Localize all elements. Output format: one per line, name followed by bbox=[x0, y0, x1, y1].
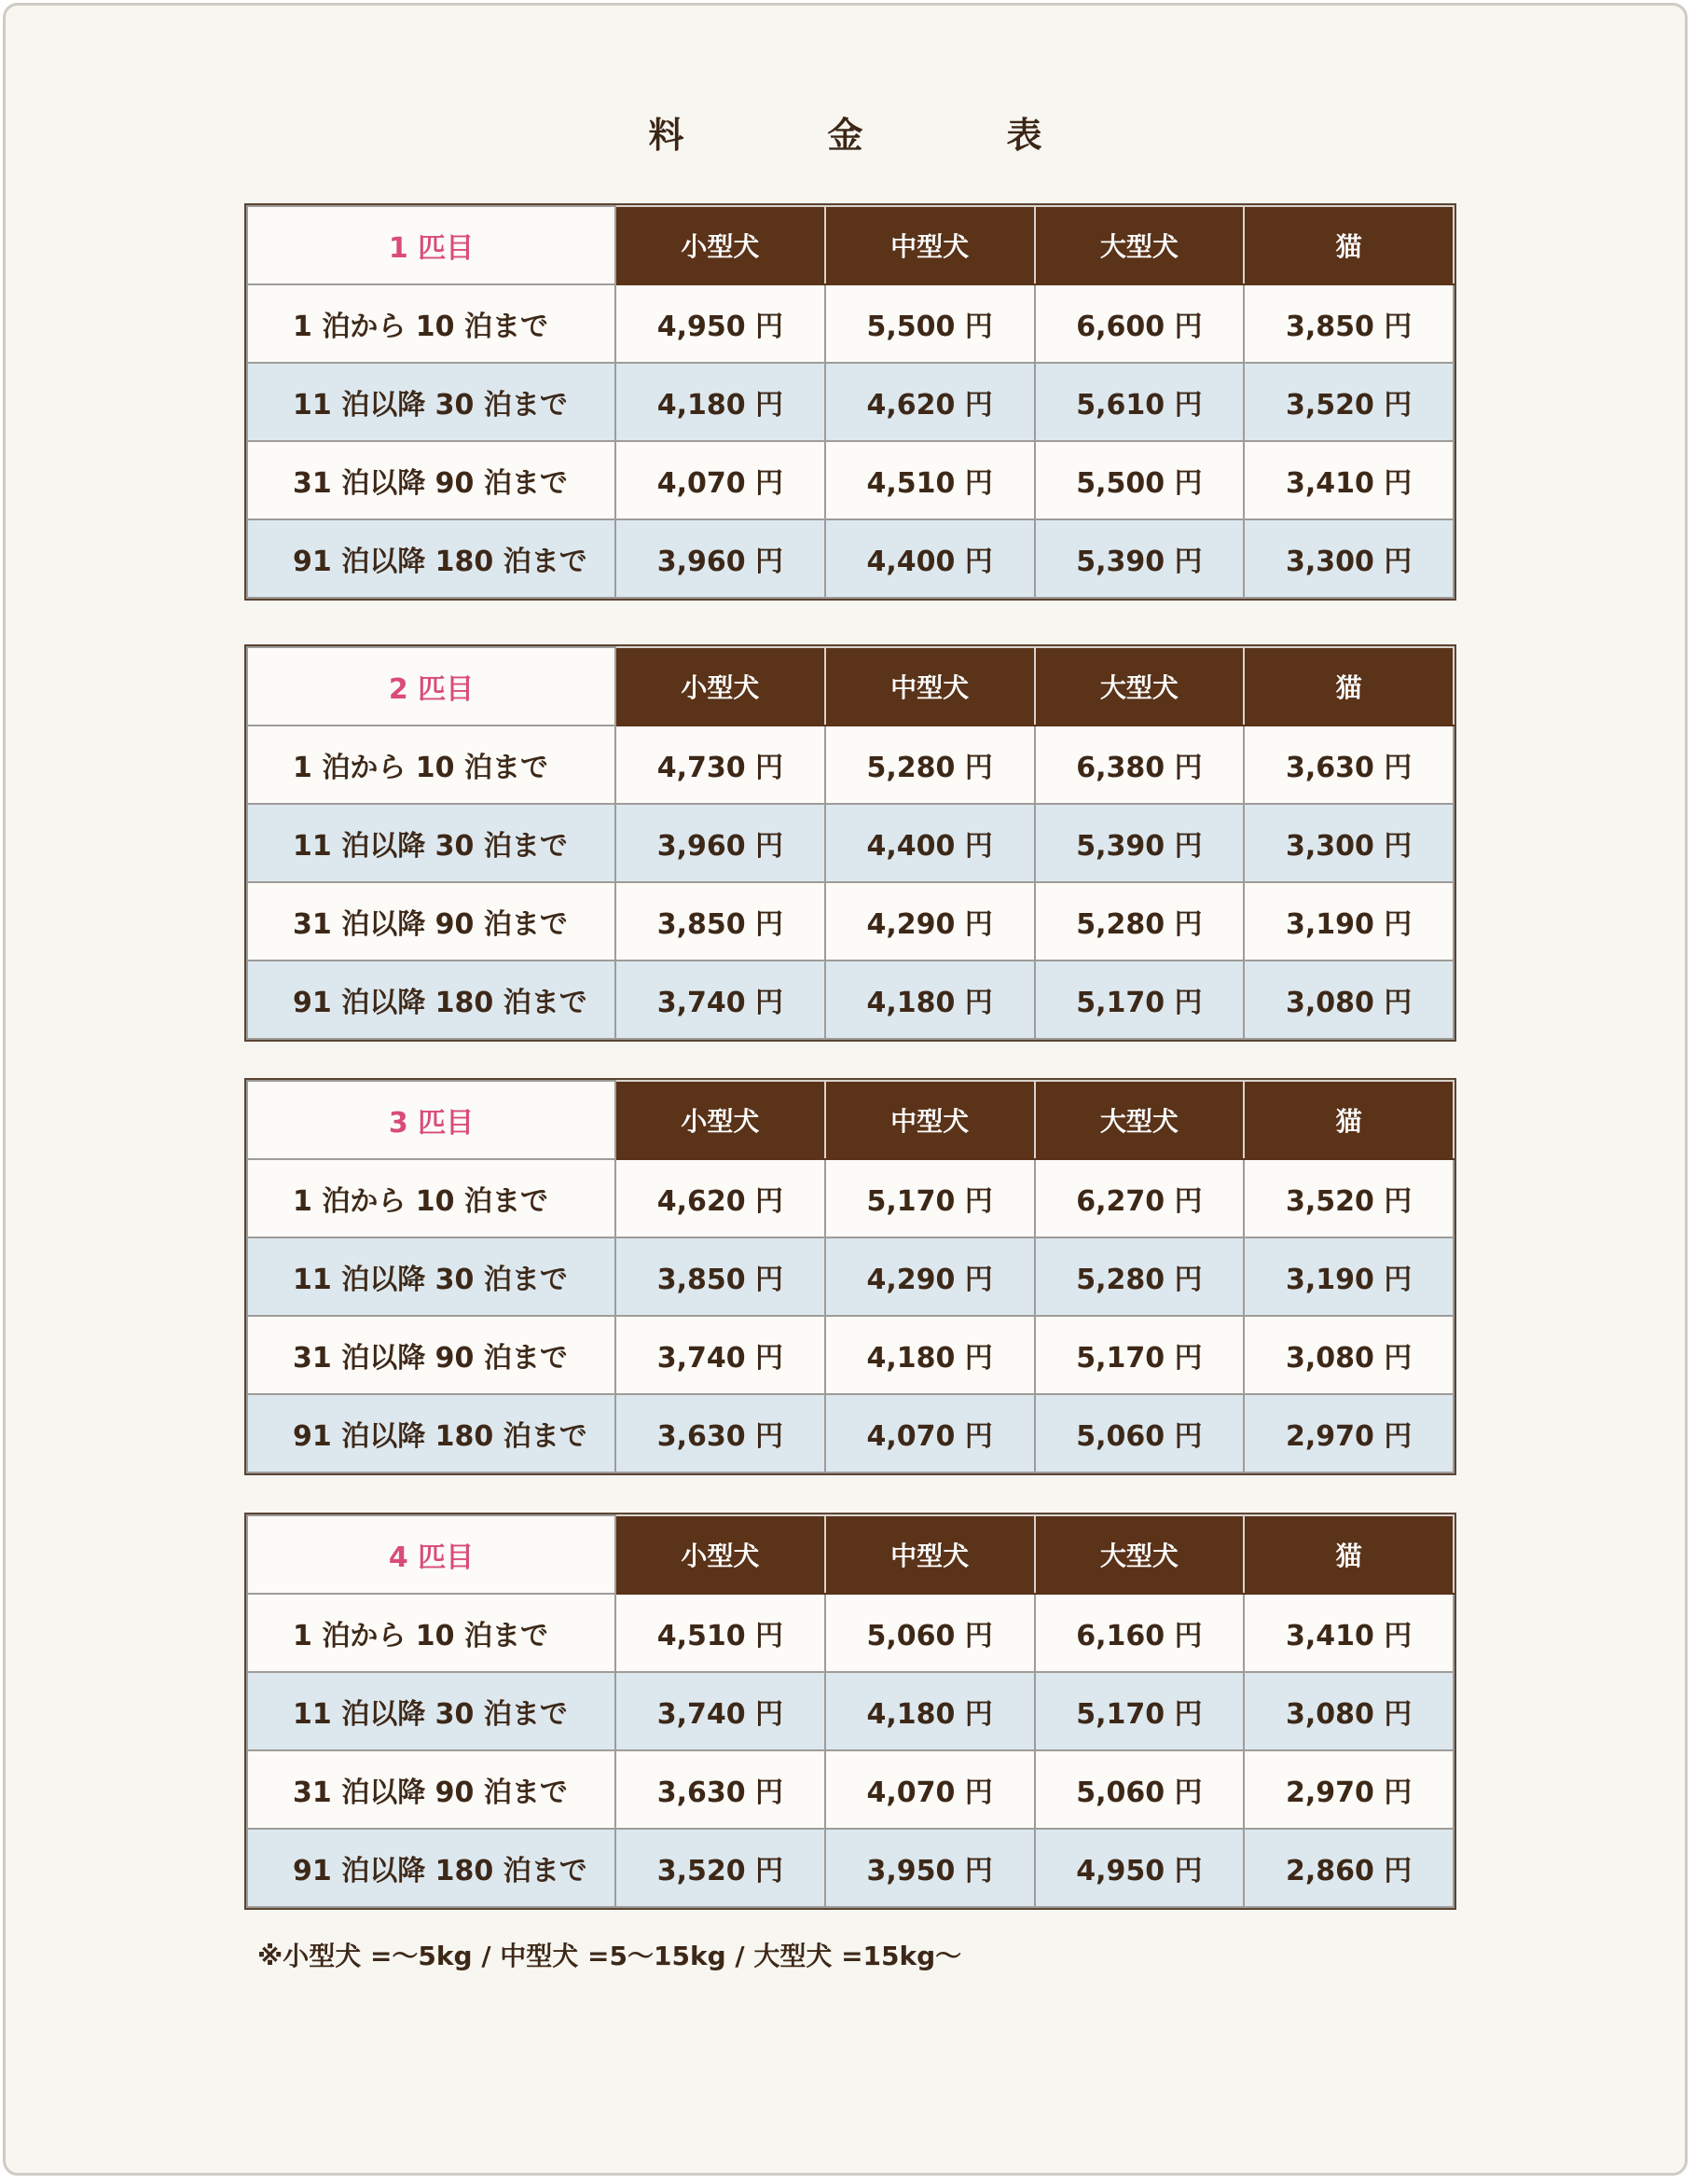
price-cell: 3,190 円 bbox=[1244, 882, 1454, 961]
price-cell: 4,180 円 bbox=[825, 961, 1035, 1039]
price-cell: 3,960 円 bbox=[615, 804, 825, 882]
price-cell: 4,510 円 bbox=[825, 441, 1035, 519]
table-row bbox=[247, 1237, 1454, 1316]
price-cell: 5,500 円 bbox=[825, 284, 1035, 363]
price-cell: 3,850 円 bbox=[615, 1237, 825, 1316]
row-label: 11 泊以降 30 泊まで bbox=[247, 363, 615, 441]
price-cell: 5,280 円 bbox=[825, 726, 1035, 804]
col-header-large-dog: 大型犬 bbox=[1035, 206, 1245, 284]
price-cell: 4,070 円 bbox=[615, 441, 825, 519]
table-row bbox=[247, 519, 1454, 598]
pet-count-label: 2 匹目 bbox=[247, 647, 615, 726]
price-cell: 4,510 円 bbox=[615, 1594, 825, 1672]
rate-table-4 bbox=[246, 1514, 1455, 1908]
price-cell: 6,600 円 bbox=[1035, 284, 1245, 363]
table-row bbox=[247, 363, 1454, 441]
price-cell: 4,290 円 bbox=[825, 882, 1035, 961]
row-label: 31 泊以降 90 泊まで bbox=[247, 441, 615, 519]
table-row bbox=[247, 961, 1454, 1039]
price-cell: 4,400 円 bbox=[825, 804, 1035, 882]
col-header-small-dog: 小型犬 bbox=[615, 206, 825, 284]
row-label: 1 泊から 10 泊まで bbox=[247, 284, 615, 363]
price-cell: 5,170 円 bbox=[1035, 1316, 1245, 1394]
price-cell: 3,740 円 bbox=[615, 961, 825, 1039]
price-cell: 4,950 円 bbox=[1035, 1829, 1245, 1907]
col-header-medium-dog: 中型犬 bbox=[825, 1515, 1035, 1594]
price-cell: 5,390 円 bbox=[1035, 804, 1245, 882]
price-cell: 3,080 円 bbox=[1244, 1672, 1454, 1750]
table-row bbox=[247, 284, 1454, 363]
price-cell: 4,180 円 bbox=[615, 363, 825, 441]
rate-table-3 bbox=[246, 1080, 1455, 1473]
table-header-row bbox=[247, 1081, 1454, 1159]
price-cell: 3,630 円 bbox=[615, 1394, 825, 1472]
rate-table-1 bbox=[246, 205, 1455, 599]
price-cell: 3,300 円 bbox=[1244, 519, 1454, 598]
price-cell: 5,610 円 bbox=[1035, 363, 1245, 441]
row-label: 11 泊以降 30 泊まで bbox=[247, 1237, 615, 1316]
price-cell: 5,060 円 bbox=[825, 1594, 1035, 1672]
row-label: 91 泊以降 180 泊まで bbox=[247, 519, 615, 598]
price-cell: 3,520 円 bbox=[615, 1829, 825, 1907]
price-cell: 2,970 円 bbox=[1244, 1394, 1454, 1472]
table-header-row bbox=[247, 647, 1454, 726]
price-cell: 3,410 円 bbox=[1244, 441, 1454, 519]
col-header-large-dog: 大型犬 bbox=[1035, 1081, 1245, 1159]
col-header-large-dog: 大型犬 bbox=[1035, 647, 1245, 726]
price-cell: 5,060 円 bbox=[1035, 1750, 1245, 1829]
table-row bbox=[247, 441, 1454, 519]
page-title: 料 金 表 bbox=[648, 115, 1096, 156]
row-label: 91 泊以降 180 泊まで bbox=[247, 1394, 615, 1472]
price-cell: 5,170 円 bbox=[825, 1159, 1035, 1237]
price-cell: 3,080 円 bbox=[1244, 1316, 1454, 1394]
col-header-medium-dog: 中型犬 bbox=[825, 206, 1035, 284]
price-cell: 4,180 円 bbox=[825, 1316, 1035, 1394]
price-cell: 4,070 円 bbox=[825, 1394, 1035, 1472]
row-label: 31 泊以降 90 泊まで bbox=[247, 1750, 615, 1829]
price-cell: 2,860 円 bbox=[1244, 1829, 1454, 1907]
price-cell: 2,970 円 bbox=[1244, 1750, 1454, 1829]
price-cell: 4,620 円 bbox=[615, 1159, 825, 1237]
price-cell: 5,390 円 bbox=[1035, 519, 1245, 598]
row-label: 11 泊以降 30 泊まで bbox=[247, 804, 615, 882]
table-row bbox=[247, 1672, 1454, 1750]
price-cell: 4,950 円 bbox=[615, 284, 825, 363]
price-cell: 3,740 円 bbox=[615, 1672, 825, 1750]
col-header-cat: 猫 bbox=[1244, 1081, 1454, 1159]
table-row bbox=[247, 882, 1454, 961]
table-row bbox=[247, 1594, 1454, 1672]
price-cell: 3,410 円 bbox=[1244, 1594, 1454, 1672]
col-header-small-dog: 小型犬 bbox=[615, 1081, 825, 1159]
price-cell: 4,180 円 bbox=[825, 1672, 1035, 1750]
row-label: 31 泊以降 90 泊まで bbox=[247, 1316, 615, 1394]
price-cell: 3,950 円 bbox=[825, 1829, 1035, 1907]
price-cell: 3,520 円 bbox=[1244, 363, 1454, 441]
table-row bbox=[247, 1829, 1454, 1907]
row-label: 1 泊から 10 泊まで bbox=[247, 1594, 615, 1672]
price-cell: 4,620 円 bbox=[825, 363, 1035, 441]
table-row bbox=[247, 1394, 1454, 1472]
price-cell: 6,270 円 bbox=[1035, 1159, 1245, 1237]
price-cell: 5,170 円 bbox=[1035, 1672, 1245, 1750]
row-label: 31 泊以降 90 泊まで bbox=[247, 882, 615, 961]
price-cell: 3,080 円 bbox=[1244, 961, 1454, 1039]
table-header-row bbox=[247, 1515, 1454, 1594]
pet-count-label: 3 匹目 bbox=[247, 1081, 615, 1159]
row-label: 11 泊以降 30 泊まで bbox=[247, 1672, 615, 1750]
price-cell: 6,160 円 bbox=[1035, 1594, 1245, 1672]
price-cell: 5,500 円 bbox=[1035, 441, 1245, 519]
price-cell: 4,730 円 bbox=[615, 726, 825, 804]
col-header-medium-dog: 中型犬 bbox=[825, 1081, 1035, 1159]
row-label: 91 泊以降 180 泊まで bbox=[247, 961, 615, 1039]
price-cell: 3,190 円 bbox=[1244, 1237, 1454, 1316]
price-cell: 6,380 円 bbox=[1035, 726, 1245, 804]
col-header-small-dog: 小型犬 bbox=[615, 647, 825, 726]
price-cell: 5,280 円 bbox=[1035, 1237, 1245, 1316]
col-header-cat: 猫 bbox=[1244, 647, 1454, 726]
price-cell: 5,060 円 bbox=[1035, 1394, 1245, 1472]
table-row bbox=[247, 804, 1454, 882]
price-cell: 3,520 円 bbox=[1244, 1159, 1454, 1237]
price-cell: 5,170 円 bbox=[1035, 961, 1245, 1039]
price-cell: 4,400 円 bbox=[825, 519, 1035, 598]
col-header-large-dog: 大型犬 bbox=[1035, 1515, 1245, 1594]
price-cell: 4,070 円 bbox=[825, 1750, 1035, 1829]
row-label: 1 泊から 10 泊まで bbox=[247, 726, 615, 804]
price-cell: 3,630 円 bbox=[615, 1750, 825, 1829]
price-cell: 3,960 円 bbox=[615, 519, 825, 598]
price-cell: 4,290 円 bbox=[825, 1237, 1035, 1316]
rate-card bbox=[3, 3, 1688, 2176]
row-label: 1 泊から 10 泊まで bbox=[247, 1159, 615, 1237]
col-header-small-dog: 小型犬 bbox=[615, 1515, 825, 1594]
table-row bbox=[247, 1159, 1454, 1237]
table-header-row bbox=[247, 206, 1454, 284]
price-cell: 3,850 円 bbox=[615, 882, 825, 961]
table-row bbox=[247, 1750, 1454, 1829]
col-header-cat: 猫 bbox=[1244, 206, 1454, 284]
table-row bbox=[247, 726, 1454, 804]
col-header-cat: 猫 bbox=[1244, 1515, 1454, 1594]
table-row bbox=[247, 1316, 1454, 1394]
pet-count-label: 1 匹目 bbox=[247, 206, 615, 284]
price-cell: 3,300 円 bbox=[1244, 804, 1454, 882]
row-label: 91 泊以降 180 泊まで bbox=[247, 1829, 615, 1907]
pet-count-label: 4 匹目 bbox=[247, 1515, 615, 1594]
rate-table-2 bbox=[246, 646, 1455, 1040]
price-cell: 3,740 円 bbox=[615, 1316, 825, 1394]
price-cell: 3,630 円 bbox=[1244, 726, 1454, 804]
size-note: ※小型犬 =〜5kg / 中型犬 =5〜15kg / 大型犬 =15kg〜 bbox=[257, 1941, 962, 1971]
price-cell: 5,280 円 bbox=[1035, 882, 1245, 961]
price-cell: 3,850 円 bbox=[1244, 284, 1454, 363]
col-header-medium-dog: 中型犬 bbox=[825, 647, 1035, 726]
